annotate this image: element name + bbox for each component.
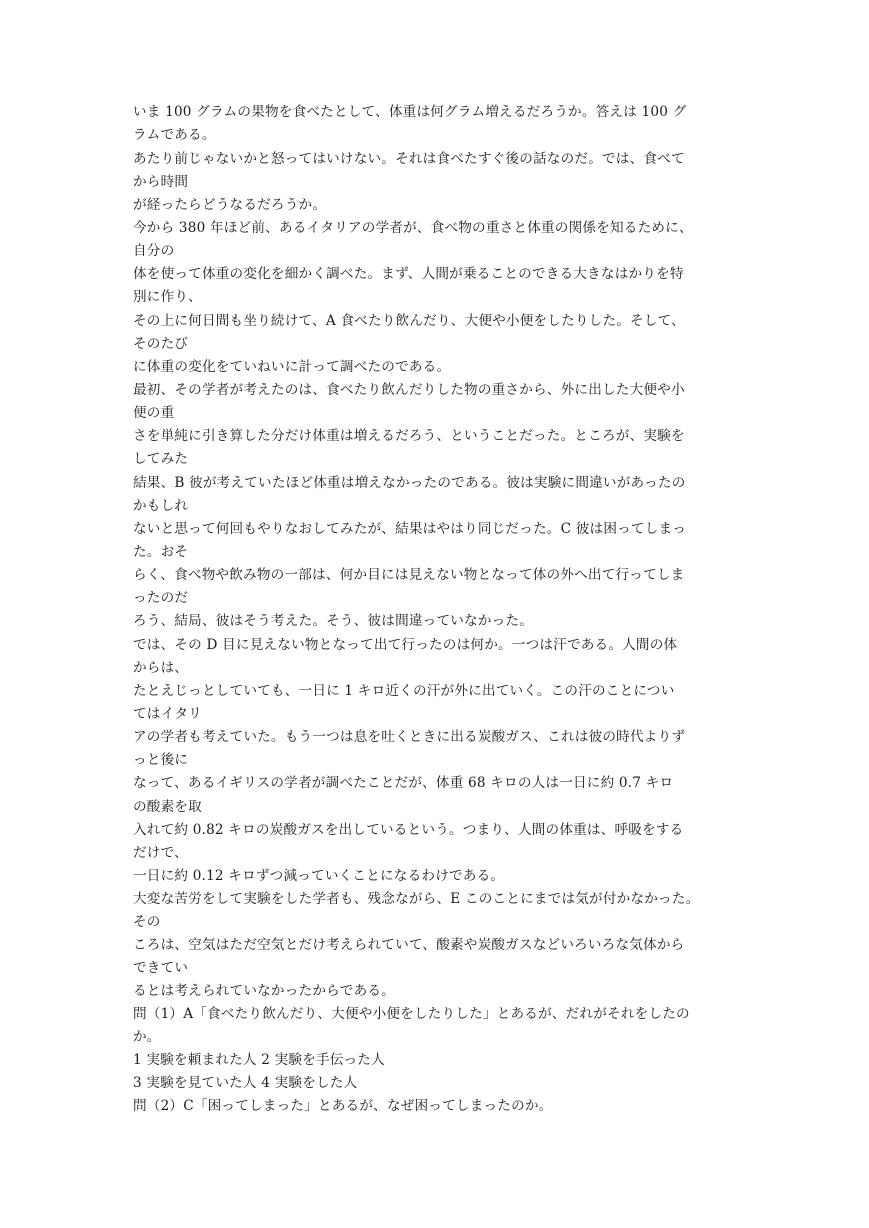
text-line: に体重の変化をていねいに計って調べたのである。	[133, 359, 451, 375]
question-1-options: 1 実験を頼まれた人 2 実験を手伝った人	[133, 1052, 385, 1068]
question-1-stem: か。	[133, 1029, 161, 1045]
text-line: 入れて約 0.82 キロの炭酸ガスを出しているという。つまり、人間の体重は、呼吸をする	[133, 822, 684, 838]
text-line: ラムである。	[133, 127, 216, 143]
text-line: 大変な苦労をして実験をした学者も、残念ながら、E このことにまでは気が付かなかった。	[133, 891, 700, 907]
text-line: が経ったらどうなるだろうか。	[133, 197, 327, 213]
text-line: た。おそ	[133, 544, 189, 560]
text-line: 体を使って体重の変化を細かく調べた。まず、人間が乗ることのできる大きなはかりを特	[133, 266, 684, 282]
text-line: からは、	[133, 660, 189, 676]
text-line: 今から 380 年ほど前、あるイタリアの学者が、食べ物の重さと体重の関係を知るために、	[133, 220, 693, 236]
text-line: かもしれ	[133, 498, 189, 514]
text-line: そのたび	[133, 336, 189, 352]
text-line: らく、食べ物や飲み物の一部は、何か目には見えない物となって体の外へ出て行ってしま	[133, 567, 685, 583]
text-line: てはイタリ	[133, 706, 202, 722]
text-line: 最初、その学者が考えたのは、食べたり飲んだりした物の重さから、外に出した大便や小	[133, 382, 685, 398]
text-line: いま 100 グラムの果物を食べたとして、体重は何グラム増えるだろうか。答えは 100 グ	[133, 104, 687, 120]
question-1-options: 3 実験を見ていた人 4 実験をした人	[133, 1075, 358, 1091]
text-line: っと後に	[133, 752, 189, 768]
text-line: してみた	[133, 451, 189, 467]
text-line: るとは考えられていなかったからである。	[133, 983, 395, 999]
text-line: ころは、空気はただ空気とだけ考えられていて、酸素や炭酸ガスなどいろいろな気体から	[133, 937, 685, 953]
text-line: あたり前じゃないかと怒ってはいけない。それは食べたすぐ後の話なのだ。では、食べて	[133, 151, 685, 167]
text-line: 別に作り、	[133, 289, 202, 305]
text-line: アの学者も考えていた。もう一つは息を吐くときに出る炭酸ガス、これは彼の時代よりず	[133, 729, 686, 745]
text-line: さを単純に引き算した分だけ体重は増えるだろう、ということだった。ところが、実験を	[133, 428, 685, 444]
question-2-stem: 問（2）C「困ってしまった」とあるが、なぜ困ってしまったのか。	[133, 1098, 553, 1114]
text-line: できてい	[133, 960, 189, 976]
text-line: その上に何日間も坐り続けて、A 食べたり飲んだり、大便や小便をしたりした。そして、	[133, 313, 685, 329]
text-line: 結果、B 彼が考えていたほど体重は増えなかったのである。彼は実験に間違いがあったの	[133, 475, 686, 491]
question-1-stem: 問（1）A「食べたり飲んだり、大便や小便をしたりした」とあるが、だれがそれをしたの	[133, 1006, 690, 1022]
text-line: ろう、結局、彼はそう考えた。そう、彼は間違っていなかった。	[133, 613, 534, 629]
text-line: なって、あるイギリスの学者が調べたことだが、体重 68 キロの人は一日に約 0.7 キロ	[133, 775, 674, 791]
text-line: 一日に約 0.12 キロずつ減っていくことになるわけである。	[133, 868, 505, 884]
text-line: ないと思って何回もやりなおしてみたが、結果はやはり同じだった。C 彼は困ってしまっ	[133, 521, 687, 537]
text-line: 便の重	[133, 405, 175, 421]
text-line: の酸素を取	[133, 799, 202, 815]
text-line: 自分の	[133, 243, 175, 259]
text-line: から時間	[133, 174, 189, 190]
text-line: ったのだ	[133, 590, 189, 606]
text-line: だけで、	[133, 845, 188, 861]
text-line: たとえじっとしていても、一日に 1 キロ近くの汗が外に出ていく。この汗のことについ	[133, 683, 675, 699]
text-line: その	[133, 914, 161, 930]
text-line: では、その D 目に見えない物となって出て行ったのは何か。一つは汗である。人間の体	[133, 637, 678, 653]
